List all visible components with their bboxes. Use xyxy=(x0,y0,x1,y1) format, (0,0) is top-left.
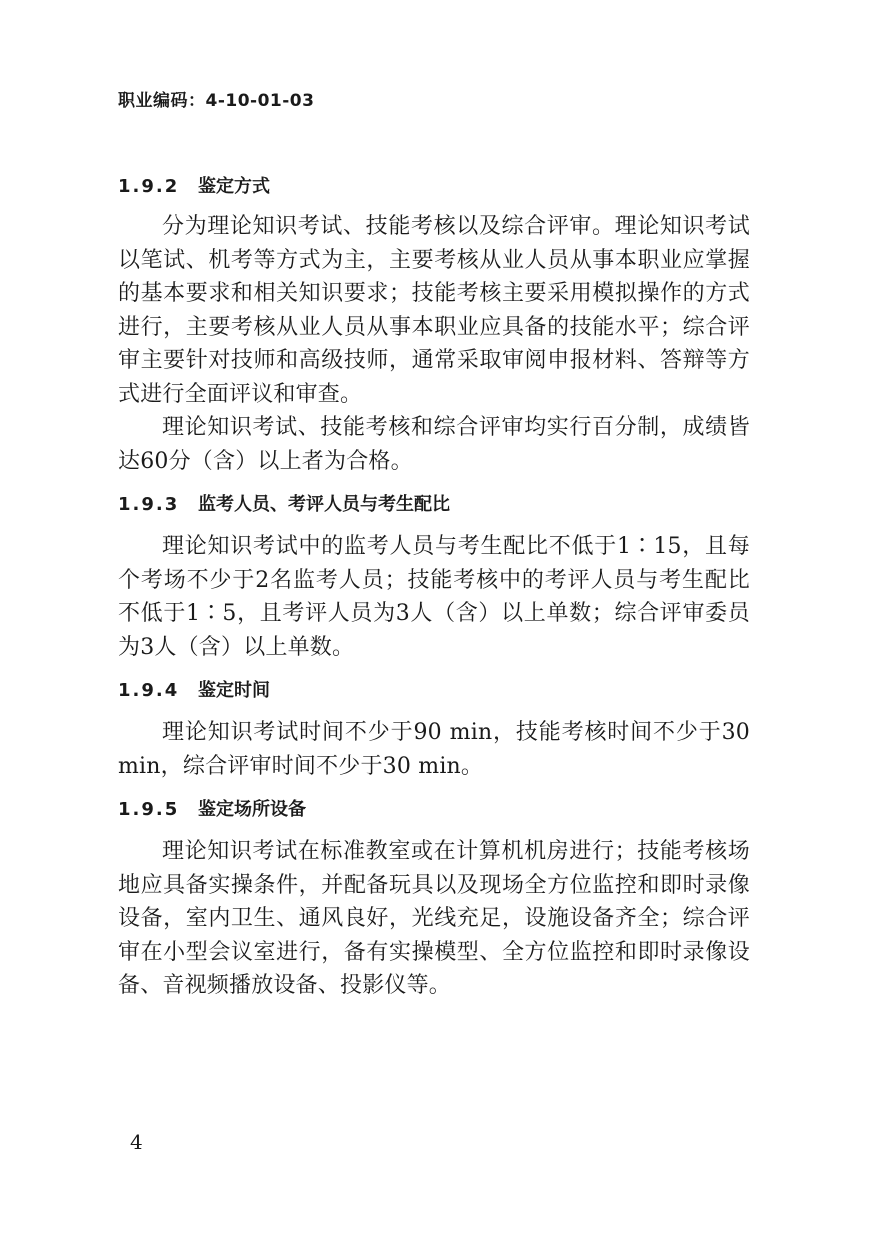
section-title: 鉴定方式 xyxy=(198,176,270,197)
section-title: 鉴定时间 xyxy=(198,680,270,701)
section-heading-1-9-5 xyxy=(118,797,750,823)
section-number: 1.9.4 xyxy=(118,680,180,701)
paragraph: 理论知识考试中的监考人员与考生配比不低于1∶15，且每个考场不少于2名监考人员；技能考核中的考评人员与考生配比不低于1∶5，且考评人员为3人（含）以上单数；综合评审委员为3人（含）以上单数。 xyxy=(118,534,750,660)
section-heading-1-9-2 xyxy=(118,174,750,200)
section-heading-1-9-3 xyxy=(118,492,750,518)
paragraph: 理论知识考试在标准教室或在计算机机房进行；技能考核场地应具备实操条件，并配备玩具以及现场全方位监控和即时录像设备，室内卫生、通风良好，光线充足，设施设备齐全；综合评审在小型会议室进行，备有实操模型、全方位监控和即时录像设备、音视频播放设备、投影仪等。 xyxy=(118,839,750,998)
section-title: 鉴定场所设备 xyxy=(198,799,306,820)
section-number: 1.9.5 xyxy=(118,799,180,820)
section-heading-1-9-4 xyxy=(118,678,750,704)
paragraph: 理论知识考试、技能考核和综合评审均实行百分制，成绩皆达60分（含）以上者为合格。 xyxy=(118,415,750,474)
paragraph: 理论知识考试时间不少于90 min，技能考核时间不少于30 min，综合评审时间不少于30 min。 xyxy=(118,720,750,779)
occupation-code: 职业编码：4-10-01-03 xyxy=(118,91,315,111)
document-body xyxy=(118,174,750,1003)
page-number: 4 xyxy=(130,1130,143,1154)
section-number: 1.9.2 xyxy=(118,176,180,197)
section-title: 监考人员、考评人员与考生配比 xyxy=(198,494,450,515)
section-number: 1.9.3 xyxy=(118,494,180,515)
paragraph: 分为理论知识考试、技能考核以及综合评审。理论知识考试以笔试、机考等方式为主，主要考核从业人员从事本职业应掌握的基本要求和相关知识要求；技能考核主要采用模拟操作的方式进行，主要考核从业人员从事本职业应具备的技能水平；综合评审主要针对技师和高级技师，通常采取审阅申报材料、答辩等方式进行全面评议和审查。 xyxy=(118,214,750,407)
